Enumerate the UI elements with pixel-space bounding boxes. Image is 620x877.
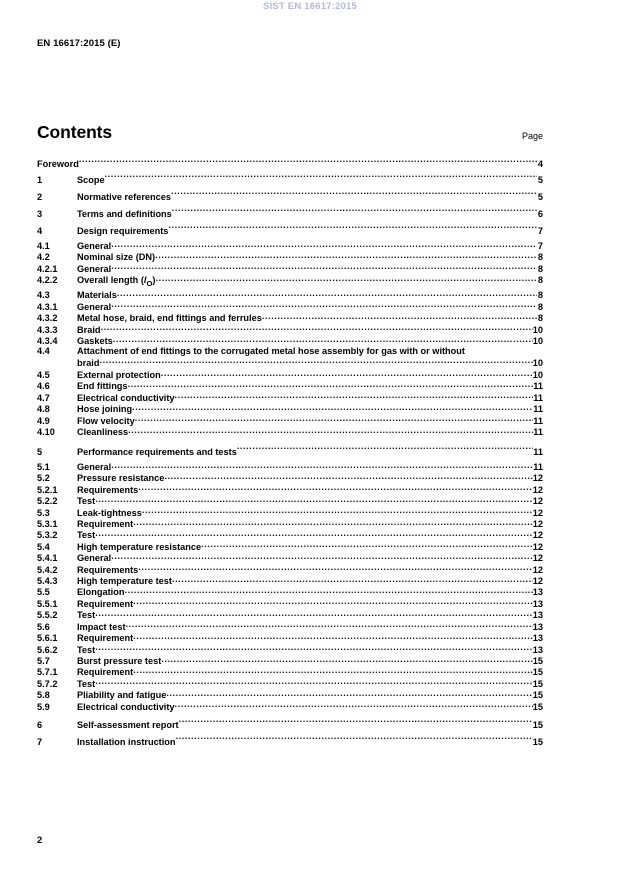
toc-dot-leader bbox=[101, 324, 533, 333]
toc-entry-number: 2 bbox=[37, 192, 43, 202]
toc-entry-title: Electrical conductivity bbox=[77, 392, 175, 403]
toc-entry-number: 6 bbox=[37, 720, 43, 731]
toc-entry-title: Pressure resistance bbox=[77, 473, 165, 484]
toc-entry-title: Hose joining bbox=[77, 404, 133, 415]
toc-entry[interactable] bbox=[37, 701, 543, 712]
toc-entry-number: 5.5 bbox=[37, 587, 50, 598]
toc-dot-leader bbox=[138, 564, 532, 573]
toc-dot-leader bbox=[175, 392, 534, 401]
toc-entry-page: 11 bbox=[533, 404, 543, 415]
toc-entry-page: 10 bbox=[532, 370, 543, 381]
toc-entry-page: 12 bbox=[532, 507, 543, 518]
toc-entry[interactable] bbox=[37, 541, 543, 552]
toc-entry-title: Test bbox=[77, 678, 96, 689]
toc-entry[interactable] bbox=[37, 529, 543, 540]
toc-dot-leader bbox=[111, 301, 537, 310]
toc-entry-number: 4.6 bbox=[37, 381, 50, 392]
toc-entry[interactable] bbox=[37, 495, 543, 506]
toc-entry-title: Terms and definitions bbox=[77, 209, 172, 219]
toc-entry-title: Installation instruction bbox=[77, 737, 176, 748]
toc-entry-page: 10 bbox=[532, 324, 543, 335]
toc-entry-page: 13 bbox=[532, 598, 543, 609]
toc-dot-leader bbox=[237, 446, 533, 455]
toc-entry-page: 7 bbox=[537, 241, 543, 251]
toc-entry[interactable] bbox=[37, 426, 543, 437]
watermark-text: SIST EN 16617:2015 bbox=[263, 1, 357, 12]
contents-header bbox=[37, 122, 543, 144]
toc-dot-leader bbox=[124, 586, 532, 595]
toc-entry-page: 12 bbox=[532, 564, 543, 575]
toc-dot-leader bbox=[99, 357, 532, 366]
toc-entry-title: Gaskets bbox=[77, 336, 113, 347]
toc-entry[interactable] bbox=[37, 369, 543, 380]
toc-entry-number: 7 bbox=[37, 737, 43, 748]
toc-entry-page: 6 bbox=[537, 209, 543, 219]
toc-entry-number: 5.8 bbox=[37, 690, 50, 701]
toc-entry-number: 4.3 bbox=[37, 290, 50, 301]
toc-entry-number: 4 bbox=[37, 226, 43, 236]
toc-entry-title: Test bbox=[77, 496, 96, 507]
toc-dot-leader bbox=[168, 225, 537, 234]
toc-entry-title: Scope bbox=[77, 175, 105, 185]
toc-entry-page: 12 bbox=[532, 530, 543, 541]
toc-entry-title: Leak-tightness bbox=[77, 507, 142, 518]
toc-entry-page: 12 bbox=[532, 484, 543, 495]
toc-entry-title: Requirement bbox=[77, 667, 134, 678]
toc-dot-leader bbox=[128, 426, 533, 435]
toc-entry-number: 5.2.1 bbox=[37, 484, 58, 495]
toc-dot-leader bbox=[113, 335, 533, 344]
toc-entry[interactable] bbox=[37, 206, 543, 223]
toc-entry[interactable] bbox=[37, 172, 543, 189]
toc-entry-page: 12 bbox=[532, 496, 543, 507]
toc-dot-leader bbox=[166, 689, 532, 698]
toc-entry[interactable] bbox=[37, 346, 543, 369]
toc-entry-number: 4.10 bbox=[37, 427, 55, 438]
toc-dot-leader bbox=[126, 621, 533, 630]
toc-dot-leader bbox=[164, 472, 532, 481]
toc-entry-number: 4.3.3 bbox=[37, 324, 58, 335]
toc-entry[interactable] bbox=[37, 518, 543, 529]
toc-entry-number: 5.3 bbox=[37, 507, 50, 518]
toc-entry-page: 12 bbox=[532, 519, 543, 530]
toc-dot-leader bbox=[161, 369, 533, 378]
toc-entry[interactable] bbox=[37, 621, 543, 632]
toc-entry[interactable] bbox=[37, 461, 543, 472]
toc-entry[interactable] bbox=[37, 644, 543, 655]
toc-entry-page: 8 bbox=[537, 275, 543, 286]
toc-dot-leader bbox=[176, 736, 533, 745]
toc-entry-title: Metal hose, braid, end fittings and ferrules bbox=[77, 313, 262, 324]
toc-entry-title: High temperature test bbox=[77, 576, 172, 587]
toc-dot-leader bbox=[172, 575, 533, 584]
toc-dot-leader bbox=[179, 719, 533, 728]
toc-dot-leader bbox=[111, 461, 533, 470]
toc-entry-page: 15 bbox=[532, 655, 543, 666]
toc-entry-title: Test bbox=[77, 644, 96, 655]
toc-entry-title: Elongation bbox=[77, 587, 125, 598]
toc-entry-page: 7 bbox=[537, 226, 543, 236]
toc-entry[interactable] bbox=[37, 484, 543, 495]
table-of-contents bbox=[37, 156, 543, 751]
toc-entry[interactable] bbox=[37, 189, 543, 206]
toc-entry-number: 5.1 bbox=[37, 462, 50, 473]
toc-dot-leader bbox=[95, 678, 533, 687]
toc-dot-leader bbox=[138, 484, 532, 493]
toc-entry[interactable] bbox=[37, 678, 543, 689]
toc-entry-title: General bbox=[77, 553, 112, 564]
toc-entry-page: 13 bbox=[532, 644, 543, 655]
footer-page-number: 2 bbox=[37, 835, 43, 846]
toc-entry[interactable] bbox=[37, 689, 543, 700]
toc-entry[interactable] bbox=[37, 734, 543, 751]
toc-dot-leader bbox=[105, 174, 537, 183]
toc-entry-page: 13 bbox=[532, 587, 543, 598]
toc-entry-title: Attachment of end fittings to the corrugated metal hose assembly for gas with or without bbox=[77, 346, 465, 357]
toc-entry-number: 5.5.1 bbox=[37, 598, 58, 609]
toc-entry[interactable] bbox=[37, 403, 543, 414]
page-column-label: Page bbox=[521, 131, 543, 141]
toc-entry-page: 15 bbox=[532, 678, 543, 689]
toc-entry-page: 11 bbox=[533, 415, 543, 426]
toc-entry-title: Test bbox=[77, 610, 96, 621]
toc-entry-title: Impact test bbox=[77, 621, 126, 632]
toc-dot-leader bbox=[135, 415, 534, 424]
toc-entry-page: 15 bbox=[532, 667, 543, 678]
toc-entry[interactable] bbox=[37, 380, 543, 391]
toc-dot-leader bbox=[161, 655, 533, 664]
toc-entry-page: 4 bbox=[537, 159, 543, 169]
toc-entry-title: Requirements bbox=[77, 564, 139, 575]
toc-entry-page: 8 bbox=[537, 313, 543, 324]
toc-entry[interactable] bbox=[37, 301, 543, 312]
toc-entry-title-continuation: braid bbox=[77, 358, 100, 369]
toc-entry-title: General bbox=[77, 462, 112, 473]
toc-entry-number: 5 bbox=[37, 447, 43, 458]
toc-entry[interactable] bbox=[37, 586, 543, 597]
toc-entry-title: Requirement bbox=[77, 633, 134, 644]
toc-entry[interactable] bbox=[37, 274, 543, 289]
running-head-standard-number: EN 16617:2015 (E) bbox=[37, 38, 121, 49]
toc-entry-page: 13 bbox=[532, 633, 543, 644]
toc-entry-title: Performance requirements and tests bbox=[77, 447, 237, 458]
toc-entry-title: Burst pressure test bbox=[77, 655, 162, 666]
toc-entry[interactable] bbox=[37, 156, 543, 172]
toc-entry-page: 11 bbox=[533, 462, 543, 473]
toc-dot-leader bbox=[155, 274, 537, 283]
toc-entry-title: Cleanliness bbox=[77, 427, 129, 438]
toc-entry-title: General bbox=[77, 301, 112, 312]
toc-entry[interactable] bbox=[37, 289, 543, 300]
toc-entry-number: 5.7 bbox=[37, 655, 50, 666]
toc-dot-leader bbox=[111, 552, 533, 561]
toc-entry-number: 5.4.3 bbox=[37, 576, 58, 587]
toc-entry-title: Requirement bbox=[77, 598, 134, 609]
toc-entry[interactable] bbox=[37, 392, 543, 403]
toc-entry[interactable] bbox=[37, 632, 543, 643]
toc-entry-title: Normative references bbox=[77, 192, 171, 202]
toc-entry-title: Requirement bbox=[77, 519, 134, 530]
toc-entry[interactable] bbox=[37, 609, 543, 620]
toc-entry-number: 3 bbox=[37, 209, 43, 219]
toc-entry-title: Design requirements bbox=[77, 226, 169, 236]
toc-dot-leader bbox=[132, 403, 533, 412]
toc-entry-page: 15 bbox=[532, 737, 543, 748]
toc-entry-page: 8 bbox=[537, 252, 543, 263]
toc-dot-leader bbox=[155, 251, 537, 260]
toc-entry[interactable] bbox=[37, 312, 543, 323]
toc-entry-page: 13 bbox=[532, 610, 543, 621]
toc-entry-number: 5.6.2 bbox=[37, 644, 58, 655]
toc-entry-number: 4.2 bbox=[37, 252, 50, 263]
toc-entry-number: 4.4 bbox=[37, 346, 50, 357]
toc-entry[interactable] bbox=[37, 598, 543, 609]
toc-dot-leader bbox=[111, 263, 537, 272]
toc-entry-number: 4.3.4 bbox=[37, 336, 58, 347]
toc-entry-page: 11 bbox=[533, 381, 543, 392]
toc-entry-number: 5.4 bbox=[37, 541, 50, 552]
toc-entry-page: 11 bbox=[533, 427, 543, 438]
toc-dot-leader bbox=[128, 380, 534, 389]
toc-entry-page: 5 bbox=[537, 175, 543, 185]
toc-entry[interactable] bbox=[37, 240, 543, 251]
toc-entry-title: Flow velocity bbox=[77, 415, 135, 426]
toc-entry-number: 5.5.2 bbox=[37, 610, 58, 621]
toc-entry-page: 12 bbox=[532, 576, 543, 587]
toc-entry[interactable] bbox=[37, 552, 543, 563]
toc-entry[interactable] bbox=[37, 444, 543, 461]
toc-dot-leader bbox=[95, 644, 533, 653]
toc-dot-leader bbox=[175, 701, 533, 710]
toc-entry[interactable] bbox=[37, 223, 543, 240]
toc-entry[interactable] bbox=[37, 251, 543, 262]
toc-entry-page: 8 bbox=[537, 301, 543, 312]
toc-dot-leader bbox=[133, 632, 533, 641]
toc-entry[interactable] bbox=[37, 717, 543, 734]
toc-entry-title: Test bbox=[77, 530, 96, 541]
toc-entry-number: 1 bbox=[37, 175, 43, 185]
toc-entry-page: 11 bbox=[533, 447, 543, 458]
toc-dot-leader bbox=[201, 541, 533, 550]
toc-entry-number: 4.1 bbox=[37, 241, 50, 251]
toc-entry-title: Foreword bbox=[37, 159, 79, 169]
toc-dot-leader bbox=[117, 289, 537, 298]
toc-dot-leader bbox=[133, 666, 533, 675]
toc-entry-page: 15 bbox=[532, 690, 543, 701]
toc-entry-page: 5 bbox=[537, 192, 543, 202]
toc-entry[interactable] bbox=[37, 324, 543, 335]
toc-entry-number: 5.7.2 bbox=[37, 678, 58, 689]
toc-entry-title: Requirements bbox=[77, 484, 139, 495]
toc-entry-page: 8 bbox=[537, 290, 543, 301]
toc-dot-leader bbox=[95, 609, 533, 618]
toc-entry-page: 12 bbox=[532, 541, 543, 552]
toc-entry-title: General bbox=[77, 241, 112, 251]
toc-entry-title: Materials bbox=[77, 290, 117, 301]
toc-entry-number: 4.9 bbox=[37, 415, 50, 426]
toc-dot-leader bbox=[95, 529, 533, 538]
toc-entry-title: End fittings bbox=[77, 381, 128, 392]
toc-entry-number: 5.6 bbox=[37, 621, 50, 632]
toc-entry-page: 10 bbox=[532, 358, 543, 369]
toc-entry[interactable] bbox=[37, 666, 543, 677]
toc-entry-number: 4.7 bbox=[37, 392, 50, 403]
toc-entry[interactable] bbox=[37, 575, 543, 586]
toc-entry-title: High temperature resistance bbox=[77, 541, 202, 552]
toc-entry-page: 8 bbox=[537, 263, 543, 274]
toc-entry[interactable] bbox=[37, 472, 543, 483]
toc-entry-number: 4.3.2 bbox=[37, 313, 58, 324]
toc-entry-page: 10 bbox=[532, 336, 543, 347]
toc-entry-number: 4.2.2 bbox=[37, 275, 58, 286]
toc-entry-page: 15 bbox=[532, 720, 543, 731]
toc-entry-title: Electrical conductivity bbox=[77, 701, 175, 712]
toc-entry[interactable] bbox=[37, 564, 543, 575]
toc-dot-leader bbox=[172, 208, 537, 217]
toc-entry-number: 4.2.1 bbox=[37, 263, 58, 274]
toc-dot-leader bbox=[79, 158, 537, 167]
toc-entry-page: 12 bbox=[532, 473, 543, 484]
toc-entry-number: 4.8 bbox=[37, 404, 50, 415]
toc-dot-leader bbox=[171, 191, 537, 200]
toc-dot-leader bbox=[95, 495, 533, 504]
toc-entry-number: 5.6.1 bbox=[37, 633, 58, 644]
toc-entry-page: 12 bbox=[532, 553, 543, 564]
toc-entry-number: 5.7.1 bbox=[37, 667, 58, 678]
toc-entry-number: 5.3.2 bbox=[37, 530, 58, 541]
toc-entry-number: 4.3.1 bbox=[37, 301, 58, 312]
page-title: Contents bbox=[37, 122, 113, 142]
toc-entry-title: General bbox=[77, 263, 112, 274]
toc-entry[interactable] bbox=[37, 335, 543, 346]
toc-entry-title: Overall length $(l_O)$ bbox=[77, 275, 156, 289]
toc-entry-number: 5.2.2 bbox=[37, 496, 58, 507]
toc-entry-page: 15 bbox=[532, 701, 543, 712]
toc-dot-leader bbox=[133, 598, 533, 607]
toc-dot-leader bbox=[142, 507, 533, 516]
toc-entry-number: 5.4.2 bbox=[37, 564, 58, 575]
toc-entry[interactable] bbox=[37, 415, 543, 426]
toc-entry-title: Self-assessment report bbox=[77, 720, 179, 731]
toc-entry[interactable] bbox=[37, 507, 543, 518]
toc-entry-title: External protection bbox=[77, 370, 161, 381]
toc-entry-title: Pliability and fatigue bbox=[77, 690, 167, 701]
toc-entry-number: 5.2 bbox=[37, 473, 50, 484]
toc-entry-title: Nominal size (DN) bbox=[77, 252, 156, 263]
toc-entry-number: 5.9 bbox=[37, 701, 50, 712]
toc-entry-number: 5.4.1 bbox=[37, 553, 58, 564]
toc-entry[interactable] bbox=[37, 263, 543, 274]
toc-entry-page: 11 bbox=[533, 392, 543, 403]
toc-dot-leader bbox=[262, 312, 537, 321]
toc-entry[interactable] bbox=[37, 655, 543, 666]
toc-entry-number: 4.5 bbox=[37, 370, 50, 381]
toc-dot-leader bbox=[133, 518, 533, 527]
toc-dot-leader bbox=[111, 240, 537, 249]
toc-entry-page: 13 bbox=[532, 621, 543, 632]
toc-entry-title: Braid bbox=[77, 324, 101, 335]
toc-entry-number: 5.3.1 bbox=[37, 519, 58, 530]
